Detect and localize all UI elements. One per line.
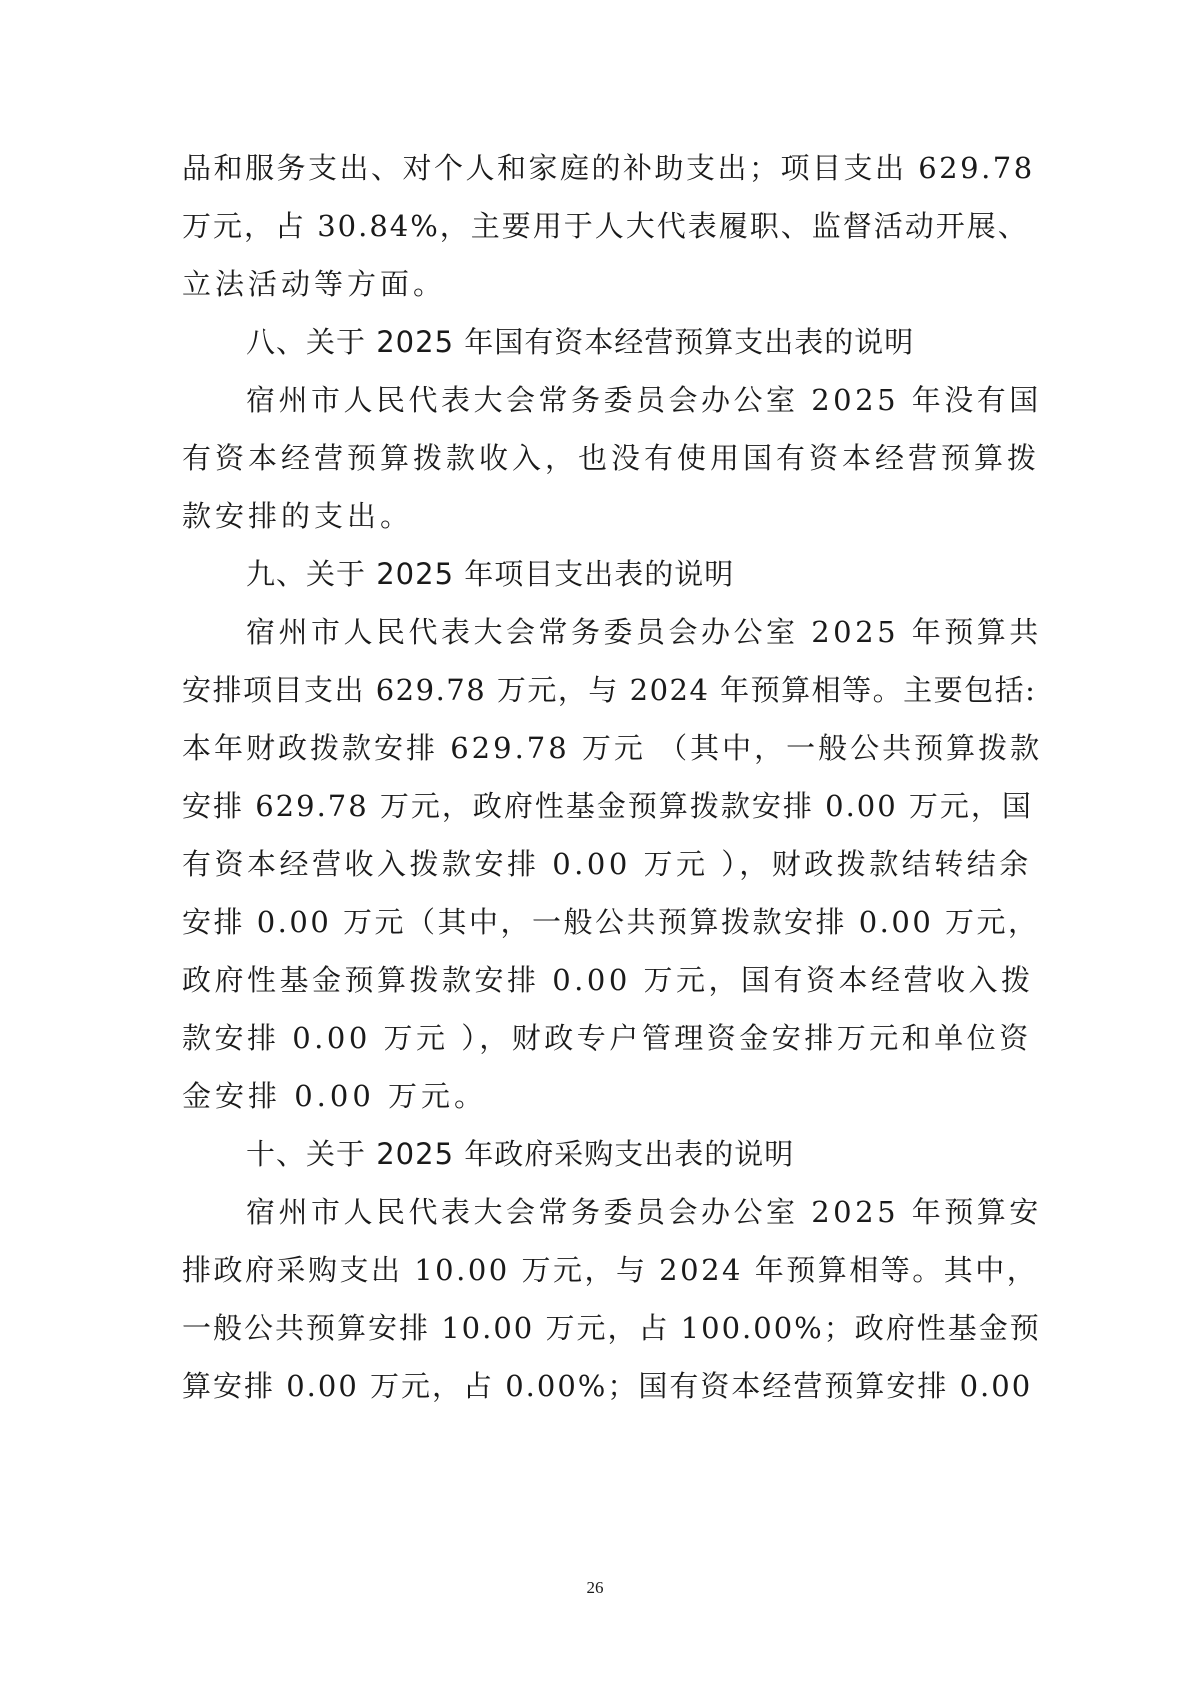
section-heading-10: 十、关于 2025 年政府采购支出表的说明 <box>246 1137 795 1171</box>
paragraph-line: 款安排 0.00 万元 ），财政专户管理资金安排万元和单位资 <box>182 1021 1032 1055</box>
paragraph-line: 宿州市人民代表大会常务委员会办公室 2025 年预算安 <box>246 1195 1042 1229</box>
paragraph-line: 安排 0.00 万元（其中，一般公共预算拨款安排 0.00 万元， <box>182 905 1040 939</box>
paragraph-line: 安排项目支出 629.78 万元，与 2024 年预算相等。主要包括: <box>182 673 1037 707</box>
section-heading-9: 九、关于 2025 年项目支出表的说明 <box>246 557 735 591</box>
paragraph-line: 品和服务支出、对个人和家庭的补助支出；项目支出 629.78 <box>182 151 1035 185</box>
paragraph-line: 金安排 0.00 万元。 <box>182 1079 488 1113</box>
paragraph-line: 立法活动等方面。 <box>182 267 447 301</box>
paragraph-line: 算安排 0.00 万元，占 0.00%；国有资本经营预算安排 0.00 <box>182 1369 1033 1403</box>
section-heading-8: 八、关于 2025 年国有资本经营预算支出表的说明 <box>246 325 915 359</box>
paragraph-line: 宿州市人民代表大会常务委员会办公室 2025 年预算共 <box>246 615 1042 649</box>
page-number: 26 <box>586 1578 604 1597</box>
paragraph-line: 款安排的支出。 <box>182 499 414 533</box>
paragraph-line: 有资本经营预算拨款收入，也没有使用国有资本经营预算拨 <box>182 441 1041 475</box>
paragraph-line: 排政府采购支出 10.00 万元，与 2024 年预算相等。其中， <box>182 1253 1039 1287</box>
paragraph-line: 一般公共预算安排 10.00 万元，占 100.00%；政府性基金预 <box>182 1311 1041 1345</box>
paragraph-line: 万元，占 30.84%，主要用于人大代表履职、监督活动开展、 <box>182 209 1029 243</box>
paragraph-line: 本年财政拨款安排 629.78 万元 （其中，一般公共预算拨款 <box>182 731 1043 765</box>
paragraph-line: 有资本经营收入拨款安排 0.00 万元 ），财政拨款结转结余 <box>182 847 1032 881</box>
paragraph-line: 安排 629.78 万元，政府性基金预算拨款安排 0.00 万元，国 <box>182 789 1033 823</box>
paragraph-line: 政府性基金预算拨款安排 0.00 万元，国有资本经营收入拨 <box>182 963 1034 997</box>
paragraph-line: 宿州市人民代表大会常务委员会办公室 2025 年没有国 <box>246 383 1042 417</box>
